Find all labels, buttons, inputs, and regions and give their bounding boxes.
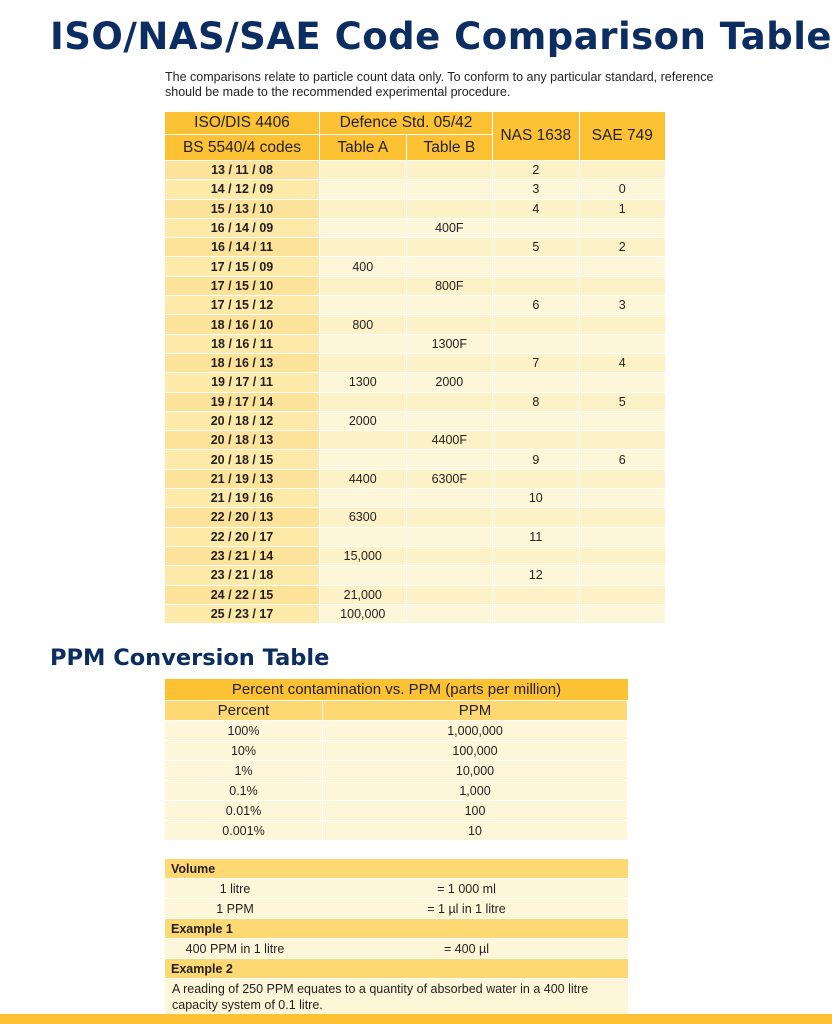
table-row <box>165 450 666 469</box>
nas-header: NAS 1638 <box>493 112 579 161</box>
iso-code-cell: 14 / 12 / 09 <box>165 180 320 199</box>
table-row <box>165 296 666 315</box>
example1-label: Example 1 <box>165 919 628 939</box>
sae-cell <box>580 547 666 566</box>
example2-text: A reading of 250 PPM equates to a quantity of absorbed water in a 400 litre capacity system of 0.1 litre. <box>165 979 628 1018</box>
iso-header-line1: ISO/DIS 4406 <box>165 112 320 135</box>
percent-cell: 0.01% <box>165 801 323 821</box>
iso-code-cell: 15 / 13 / 10 <box>165 200 320 219</box>
nas-cell <box>493 470 579 489</box>
table-a-cell <box>320 528 407 547</box>
table-a-cell: 100,000 <box>320 605 407 624</box>
table-b-cell <box>407 605 494 624</box>
nas-cell: 10 <box>493 489 579 508</box>
table-row <box>165 821 628 841</box>
table-row <box>165 721 628 741</box>
table-row <box>165 547 666 566</box>
percent-cell: 0.1% <box>165 781 323 801</box>
nas-cell: 8 <box>493 393 579 412</box>
percent-cell: 100% <box>165 721 323 741</box>
sae-cell <box>580 335 666 354</box>
nas-cell: 7 <box>493 354 579 373</box>
table-b-cell: 2000 <box>407 373 494 392</box>
nas-cell <box>493 315 579 334</box>
ppm-conversion-table <box>165 679 628 841</box>
volume-row-right: = 1 000 ml <box>305 879 628 899</box>
ppm-cell: 1,000 <box>323 781 628 801</box>
nas-cell: 12 <box>493 566 579 585</box>
sae-cell <box>580 315 666 334</box>
sae-cell: 0 <box>580 180 666 199</box>
table-b-cell <box>407 547 494 566</box>
table-row <box>165 393 666 412</box>
table-b-cell <box>407 257 494 276</box>
table-b-cell <box>407 315 494 334</box>
iso-code-cell: 18 / 16 / 11 <box>165 335 320 354</box>
nas-cell: 11 <box>493 528 579 547</box>
nas-cell <box>493 605 579 624</box>
table-row <box>165 586 666 605</box>
table-b-cell <box>407 450 494 469</box>
table-a-cell <box>320 450 407 469</box>
ppm-cell: 100,000 <box>323 741 628 761</box>
example2-label: Example 2 <box>165 959 628 979</box>
iso-code-cell: 23 / 21 / 18 <box>165 566 320 585</box>
nas-cell: 3 <box>493 180 579 199</box>
percent-cell: 0.001% <box>165 821 323 841</box>
nas-cell: 5 <box>493 238 579 257</box>
table-b-cell: 6300F <box>407 470 494 489</box>
table-row <box>165 200 666 219</box>
ppm-cell: 10,000 <box>323 761 628 781</box>
sae-cell <box>580 219 666 238</box>
sae-cell: 6 <box>580 450 666 469</box>
table-b-cell <box>407 566 494 585</box>
nas-cell <box>493 586 579 605</box>
table-row <box>165 315 666 334</box>
table-row <box>165 431 666 450</box>
iso-code-cell: 20 / 18 / 12 <box>165 412 320 431</box>
sae-cell <box>580 277 666 296</box>
ppm-caption: Percent contamination vs. PPM (parts per million) <box>165 679 628 701</box>
defence-std-header: Defence Std. 05/42 <box>320 112 493 135</box>
sae-cell <box>580 431 666 450</box>
table-row <box>165 566 666 585</box>
iso-header-line2: BS 5540/4 codes <box>165 135 320 161</box>
nas-cell: 6 <box>493 296 579 315</box>
iso-comparison-table <box>165 112 666 624</box>
sae-cell <box>580 470 666 489</box>
table-row <box>165 161 666 180</box>
table-row <box>165 761 628 781</box>
table-a-cell: 400 <box>320 257 407 276</box>
nas-cell <box>493 373 579 392</box>
iso-code-cell: 25 / 23 / 17 <box>165 605 320 624</box>
table-b-cell <box>407 586 494 605</box>
sae-cell <box>580 528 666 547</box>
table-b-cell <box>407 200 494 219</box>
sae-cell <box>580 412 666 431</box>
table-row <box>165 257 666 276</box>
table-a-cell: 21,000 <box>320 586 407 605</box>
ppm-cell: 10 <box>323 821 628 841</box>
iso-code-cell: 13 / 11 / 08 <box>165 161 320 180</box>
iso-code-cell: 16 / 14 / 09 <box>165 219 320 238</box>
iso-code-cell: 19 / 17 / 14 <box>165 393 320 412</box>
table-b-cell: 4400F <box>407 431 494 450</box>
iso-code-cell: 18 / 16 / 13 <box>165 354 320 373</box>
iso-code-cell: 22 / 20 / 13 <box>165 508 320 527</box>
sae-cell <box>580 508 666 527</box>
nas-cell <box>493 277 579 296</box>
table-row <box>165 219 666 238</box>
table-b-cell <box>407 238 494 257</box>
table-row <box>165 489 666 508</box>
ppm-cell: 100 <box>323 801 628 821</box>
table-a-cell: 4400 <box>320 470 407 489</box>
table-row <box>165 470 666 489</box>
nas-cell <box>493 547 579 566</box>
table-row <box>165 238 666 257</box>
table-b-cell <box>407 180 494 199</box>
percent-cell: 1% <box>165 761 323 781</box>
table-row <box>165 508 666 527</box>
iso-code-cell: 20 / 18 / 15 <box>165 450 320 469</box>
table-row <box>165 528 666 547</box>
nas-cell <box>493 257 579 276</box>
table-a-cell <box>320 161 407 180</box>
iso-code-cell: 17 / 15 / 10 <box>165 277 320 296</box>
volume-label: Volume <box>165 859 628 879</box>
table-b-cell <box>407 393 494 412</box>
volume-row-left: 1 litre <box>165 879 305 899</box>
table-b-cell <box>407 528 494 547</box>
volume-table <box>165 859 628 1018</box>
volume-row-left: 1 PPM <box>165 899 305 919</box>
sae-cell <box>580 489 666 508</box>
table-b-cell <box>407 354 494 373</box>
table-a-cell: 1300 <box>320 373 407 392</box>
sae-cell: 4 <box>580 354 666 373</box>
volume-row-right: = 1 µl in 1 litre <box>305 899 628 919</box>
table-a-cell <box>320 277 407 296</box>
nas-cell <box>493 335 579 354</box>
iso-code-cell: 21 / 19 / 13 <box>165 470 320 489</box>
table-a-cell <box>320 180 407 199</box>
page-title: ISO/NAS/SAE Code Comparison Table <box>50 15 832 58</box>
iso-code-cell: 17 / 15 / 09 <box>165 257 320 276</box>
sae-cell: 5 <box>580 393 666 412</box>
iso-code-cell: 22 / 20 / 17 <box>165 528 320 547</box>
iso-code-cell: 24 / 22 / 15 <box>165 586 320 605</box>
table-a-cell <box>320 296 407 315</box>
iso-code-cell: 18 / 16 / 10 <box>165 315 320 334</box>
table-row <box>165 801 628 821</box>
ppm-header: PPM <box>323 701 628 721</box>
sae-cell <box>580 373 666 392</box>
ppm-cell: 1,000,000 <box>323 721 628 741</box>
percent-cell: 10% <box>165 741 323 761</box>
nas-cell <box>493 431 579 450</box>
example1-right: = 400 µl <box>305 939 628 959</box>
table-row <box>165 354 666 373</box>
table-row <box>165 412 666 431</box>
sae-cell <box>580 566 666 585</box>
sae-cell <box>580 161 666 180</box>
sae-cell <box>580 586 666 605</box>
example1-left: 400 PPM in 1 litre <box>165 939 305 959</box>
table-a-header: Table A <box>320 135 407 161</box>
iso-code-cell: 17 / 15 / 12 <box>165 296 320 315</box>
table-row <box>165 781 628 801</box>
sae-header: SAE 749 <box>580 112 666 161</box>
table-a-cell <box>320 354 407 373</box>
sae-cell: 1 <box>580 200 666 219</box>
table-b-cell: 800F <box>407 277 494 296</box>
table-b-cell: 400F <box>407 219 494 238</box>
iso-code-cell: 20 / 18 / 13 <box>165 431 320 450</box>
table-a-cell <box>320 200 407 219</box>
table-a-cell <box>320 335 407 354</box>
nas-cell: 2 <box>493 161 579 180</box>
iso-code-cell: 21 / 19 / 16 <box>165 489 320 508</box>
nas-cell: 4 <box>493 200 579 219</box>
iso-code-cell: 23 / 21 / 14 <box>165 547 320 566</box>
table-row <box>165 605 666 624</box>
nas-cell <box>493 412 579 431</box>
iso-code-cell: 19 / 17 / 11 <box>165 373 320 392</box>
table-row <box>165 741 628 761</box>
sae-cell: 2 <box>580 238 666 257</box>
sae-cell <box>580 605 666 624</box>
table-a-cell: 6300 <box>320 508 407 527</box>
table-a-cell: 800 <box>320 315 407 334</box>
nas-cell <box>493 219 579 238</box>
table-a-cell <box>320 431 407 450</box>
table-row <box>165 373 666 392</box>
nas-cell: 9 <box>493 450 579 469</box>
table-b-header: Table B <box>407 135 494 161</box>
intro-text: The comparisons relate to particle count data only. To conform to any particular standard, reference should be made to the recommended experimental procedure. <box>165 70 714 99</box>
table-row <box>165 180 666 199</box>
table-b-cell <box>407 412 494 431</box>
table-a-cell <box>320 489 407 508</box>
table-b-cell <box>407 489 494 508</box>
table-b-cell <box>407 161 494 180</box>
table-row <box>165 335 666 354</box>
table-b-cell <box>407 296 494 315</box>
table-b-cell <box>407 508 494 527</box>
ppm-heading: PPM Conversion Table <box>50 645 330 671</box>
table-a-cell <box>320 566 407 585</box>
table-b-cell: 1300F <box>407 335 494 354</box>
percent-header: Percent <box>165 701 323 721</box>
iso-code-cell: 16 / 14 / 11 <box>165 238 320 257</box>
table-a-cell: 2000 <box>320 412 407 431</box>
nas-cell <box>493 508 579 527</box>
table-row <box>165 277 666 296</box>
table-a-cell <box>320 238 407 257</box>
table-a-cell: 15,000 <box>320 547 407 566</box>
table-a-cell <box>320 219 407 238</box>
sae-cell: 3 <box>580 296 666 315</box>
table-a-cell <box>320 393 407 412</box>
sae-cell <box>580 257 666 276</box>
footer-bar <box>0 1014 832 1024</box>
